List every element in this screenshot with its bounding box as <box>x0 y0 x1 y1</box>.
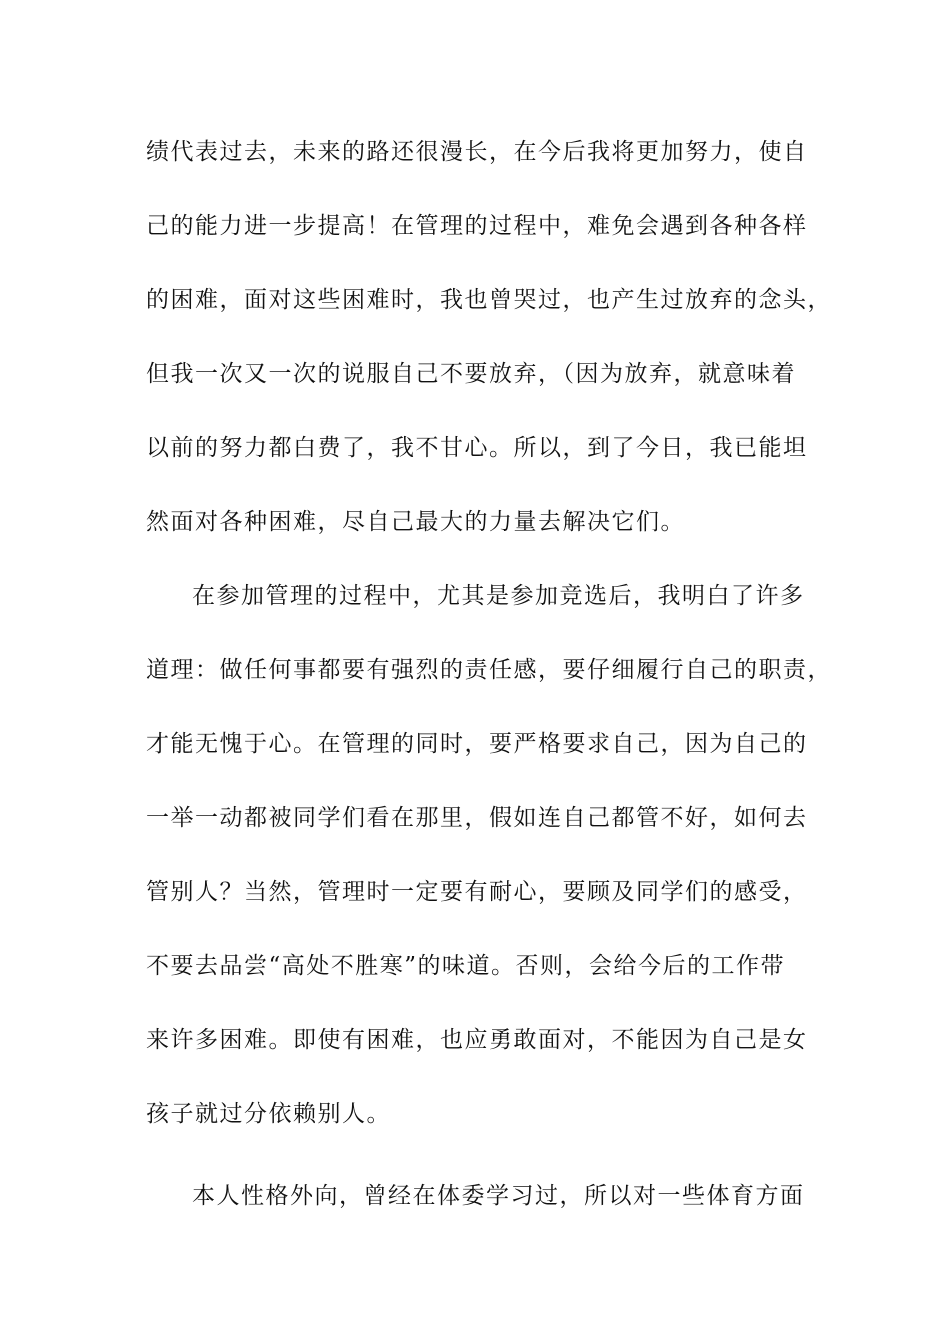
text-line: 管别人？当然，管理时一定要有耐心，要顾及同学们的感受， <box>146 879 808 905</box>
text-line: 但我一次又一次的说服自己不要放弃，（因为放弃，就意味着 <box>146 361 796 387</box>
text-line: 己的能力进一步提高！在管理的过程中，难免会遇到各种各样 <box>146 213 808 239</box>
paragraph-first-line: 在参加管理的过程中，尤其是参加竞选后，我明白了许多 <box>192 583 805 609</box>
text-line: 来许多困难。即使有困难，也应勇敢面对，不能因为自己是女 <box>146 1027 808 1053</box>
text-line: 不要去品尝“高处不胜寒”的味道。否则，会给今后的工作带 <box>146 953 786 979</box>
paragraph-first-line: 本人性格外向，曾经在体委学习过，所以对一些体育方面 <box>192 1183 805 1209</box>
text-line: 以前的努力都白费了，我不甘心。所以，到了今日，我已能坦 <box>146 435 808 461</box>
text-line: 的困难，面对这些困难时，我也曾哭过，也产生过放弃的念头， <box>146 287 832 313</box>
text-line: 道理：做任何事都要有强烈的责任感，要仔细履行自己的职责， <box>146 657 832 683</box>
text-line: 孩子就过分依赖别人。 <box>146 1101 391 1127</box>
text-line: 一举一动都被同学们看在那里，假如连自己都管不好，如何去 <box>146 805 808 831</box>
text-line: 绩代表过去，未来的路还很漫长，在今后我将更加努力，使自 <box>146 139 808 165</box>
text-line: 才能无愧于心。在管理的同时，要严格要求自己，因为自己的 <box>146 731 808 757</box>
text-line: 然面对各种困难，尽自己最大的力量去解决它们。 <box>146 509 685 535</box>
